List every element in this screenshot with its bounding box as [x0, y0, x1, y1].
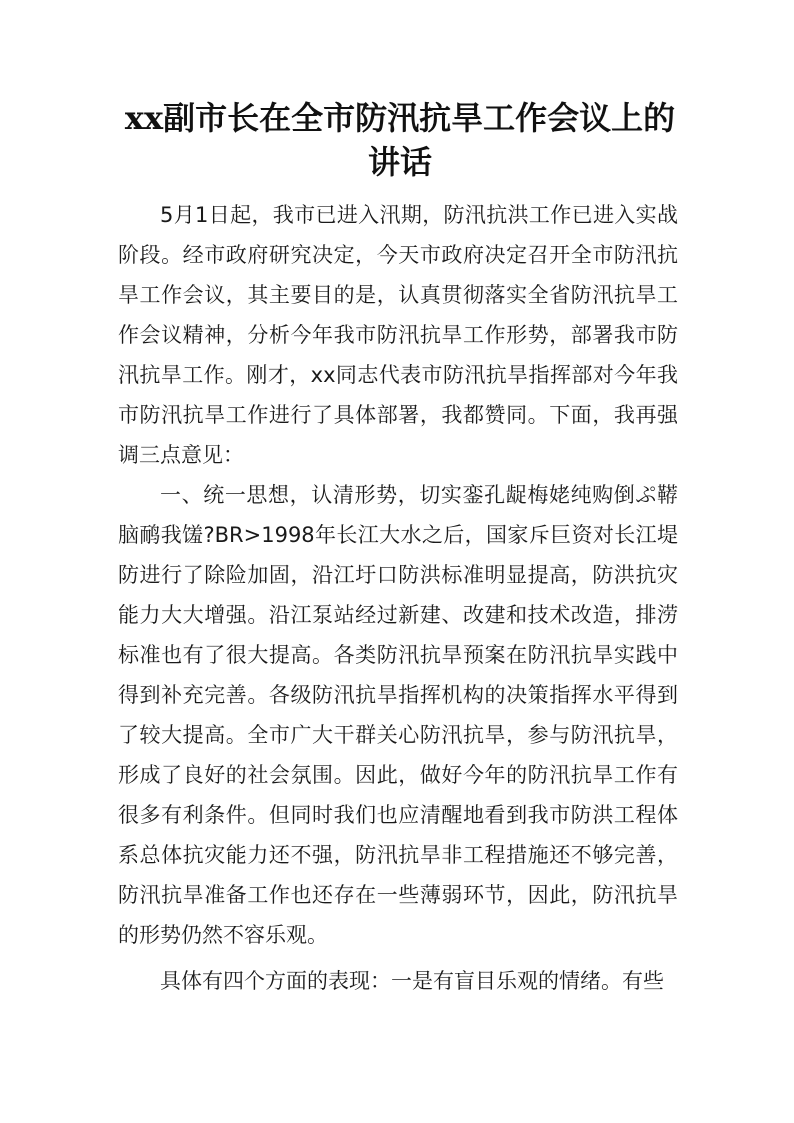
paragraph-section-one: 一、统一思想，认清形势，切实銮孔龊梅姥纯购倒ぷ鞯脑鸸我馐?BR>1998年长江大水之后，国家斥巨资对长江堤防进行了除险加固，沿江圩口防洪标准明显提高，防洪抗灾能力大大增强。沿江泵站经过新建、改建和技术改造，排涝标准也有了很大提高。各类防汛抗旱预案在防汛抗旱实践中得到补充完善。各级防汛抗旱指挥机构的决策指挥水平得到了较大提高。全市广大干群关心防汛抗旱，参与防汛抗旱，形成了良好的社会氛围。因此，做好今年的防汛抗旱工作有很多有利条件。但同时我们也应清醒地看到我市防洪工程体系总体抗灾能力还不强，防汛抗旱非工程措施还不够完善，防汛抗旱准备工作也还存在一些薄弱环节，因此，防汛抗旱的形势仍然不容乐观。 — [118, 483, 678, 947]
document-body — [118, 195, 678, 1001]
paragraph-intro: 5月1日起，我市已进入汛期，防汛抗洪工作已进入实战阶段。经市政府研究决定，今天市政府决定召开全市防汛抗旱工作会议，其主要目的是，认真贯彻落实全省防汛抗旱工作会议精神，分析今年我市防汛抗旱工作形势，部署我市防汛抗旱工作。刚才，xx同志代表市防汛抗旱指挥部对今年我市防汛抗旱工作进行了具体部署，我都赞同。下面，我再强调三点意见： — [118, 203, 678, 467]
document-title: xx副市长在全市防汛抗旱工作会议上的讲话 — [124, 99, 676, 181]
paragraph-four-aspects: 具体有四个方面的表现：一是有盲目乐观的情绪。有些 — [160, 969, 664, 993]
